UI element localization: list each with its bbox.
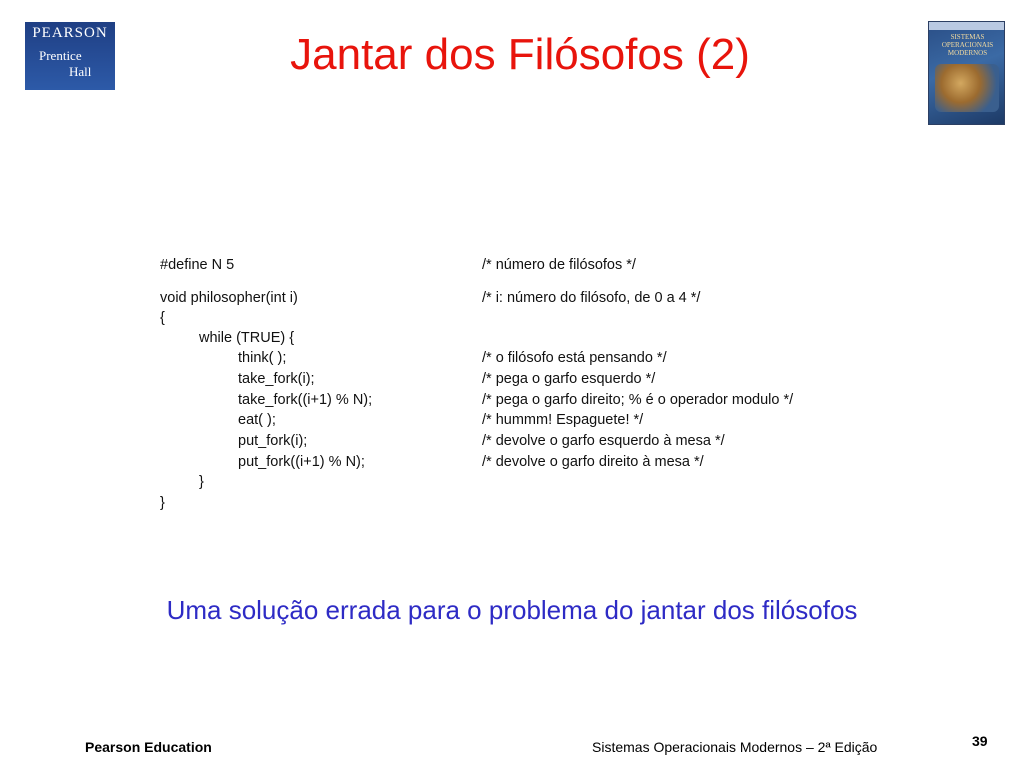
code-line: put_fork((i+1) % N); xyxy=(238,454,365,470)
code-line: while (TRUE) { xyxy=(199,330,295,346)
code-line: take_fork((i+1) % N); xyxy=(238,392,373,408)
code-comment: /* i: número do filósofo, de 0 a 4 */ xyxy=(482,290,701,306)
code-comment: /* o filósofo está pensando */ xyxy=(482,350,667,366)
pearson-prentice-hall-logo xyxy=(25,22,115,90)
book-cover-image xyxy=(928,21,1005,125)
code-line: #define N 5 xyxy=(160,257,235,273)
code-line: } xyxy=(199,474,204,490)
logo-line-2: Prentice xyxy=(39,48,82,63)
code-comment: /* devolve o garfo esquerdo à mesa */ xyxy=(482,433,725,449)
page-number: 39 xyxy=(972,733,988,749)
logo-line-3: Hall xyxy=(69,64,92,79)
code-line: void philosopher(int i) xyxy=(160,290,298,306)
code-line: think( ); xyxy=(238,350,287,366)
code-comment: /* devolve o garfo direito à mesa */ xyxy=(482,454,704,470)
slide-title: Jantar dos Filósofos (2) xyxy=(290,30,750,79)
code-line: } xyxy=(160,495,165,511)
code-line: eat( ); xyxy=(238,412,276,428)
code-comment: /* hummm! Espaguete! */ xyxy=(482,412,644,428)
footer-book-title: Sistemas Operacionais Modernos – 2ª Edição xyxy=(592,739,878,755)
code-line: { xyxy=(160,310,165,326)
figure-caption: Uma solução errada para o problema do jantar dos filósofos xyxy=(166,595,858,625)
book-cover-title: SISTEMAS OPERACIONAIS MODERNOS xyxy=(941,33,994,57)
code-line: take_fork(i); xyxy=(238,371,315,387)
logo-line-1: PEARSON xyxy=(32,25,108,41)
code-comment: /* número de filósofos */ xyxy=(482,257,636,273)
code-comment: /* pega o garfo direito; % é o operador modulo */ xyxy=(482,392,794,408)
code-comment: /* pega o garfo esquerdo */ xyxy=(482,371,656,387)
code-line: put_fork(i); xyxy=(238,433,308,449)
footer-publisher: Pearson Education xyxy=(85,739,212,755)
